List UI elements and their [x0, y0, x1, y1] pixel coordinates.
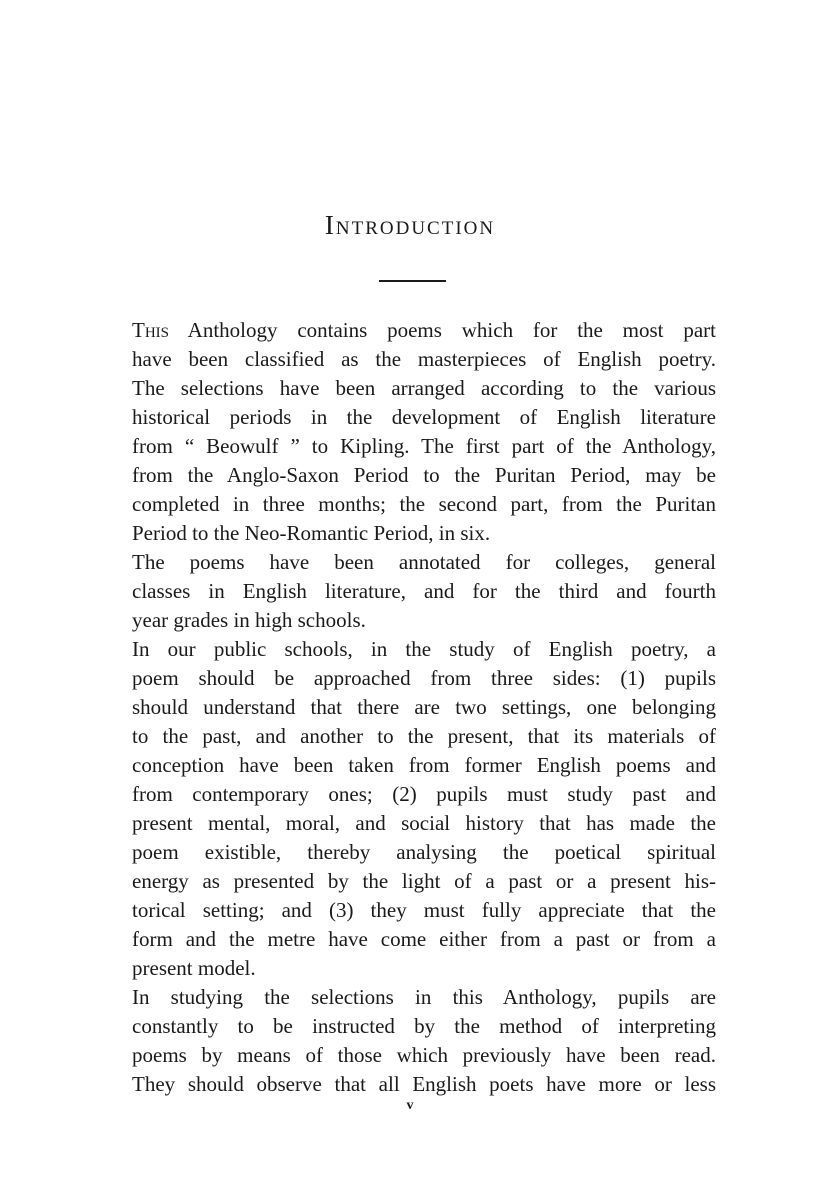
text-line: to the past, and another to the present, that its materials of: [132, 724, 716, 748]
page-number: v: [406, 1098, 414, 1113]
title-divider: [379, 280, 446, 282]
paragraph-3: [104, 635, 716, 983]
text-line: completed in three months; the second part, from the Puritan: [132, 492, 716, 516]
page-title: Introduction: [324, 210, 496, 240]
text-line: from “ Beowulf ” to Kipling. The first part of the Anthology,: [132, 434, 716, 458]
drop-word: This: [132, 318, 169, 342]
body-text: [104, 316, 716, 1099]
text-line: from contemporary ones; (2) pupils must study past and: [132, 782, 716, 806]
text-line: The poems have been annotated for colleges, general: [132, 550, 716, 574]
text-line: historical periods in the development of English literature: [132, 405, 716, 429]
paragraph-1: [104, 316, 716, 548]
text-line: In our public schools, in the study of English poetry, a: [132, 637, 716, 661]
text-line: form and the metre have come either from a past or from a: [132, 927, 716, 951]
paragraph-2: [104, 548, 716, 635]
text-line: poem existible, thereby analysing the poetical spiritual: [132, 840, 716, 864]
text-line: The selections have been arranged according to the various: [132, 376, 716, 400]
text-line: conception have been taken from former English poems and: [132, 753, 716, 777]
text-line: torical setting; and (3) they must fully appreciate that the: [132, 898, 716, 922]
text-line: This Anthology contains poems which for the most part: [132, 318, 716, 342]
text-line: In studying the selections in this Anthology, pupils are: [132, 985, 716, 1009]
text-line: classes in English literature, and for the third and fourth: [132, 579, 716, 603]
text-line: Period to the Neo-Romantic Period, in six.: [132, 521, 491, 545]
text-line: They should observe that all English poets have more or less: [132, 1072, 716, 1096]
text-line: have been classified as the masterpieces of English poetry.: [132, 347, 716, 371]
text-line: constantly to be instructed by the method of interpreting: [132, 1014, 716, 1038]
text-line: from the Anglo-Saxon Period to the Puritan Period, may be: [132, 463, 716, 487]
text-line: present model.: [132, 956, 256, 980]
text-line: poem should be approached from three sides: (1) pupils: [132, 666, 716, 690]
paragraph-4: [104, 983, 716, 1099]
text-line: energy as presented by the light of a past or a present his-: [132, 869, 716, 893]
text-line: poems by means of those which previously have been read.: [132, 1043, 716, 1067]
text-line: should understand that there are two settings, one belonging: [132, 695, 716, 719]
text-line: year grades in high schools.: [132, 608, 366, 632]
text-line: present mental, moral, and social history that has made the: [132, 811, 716, 835]
